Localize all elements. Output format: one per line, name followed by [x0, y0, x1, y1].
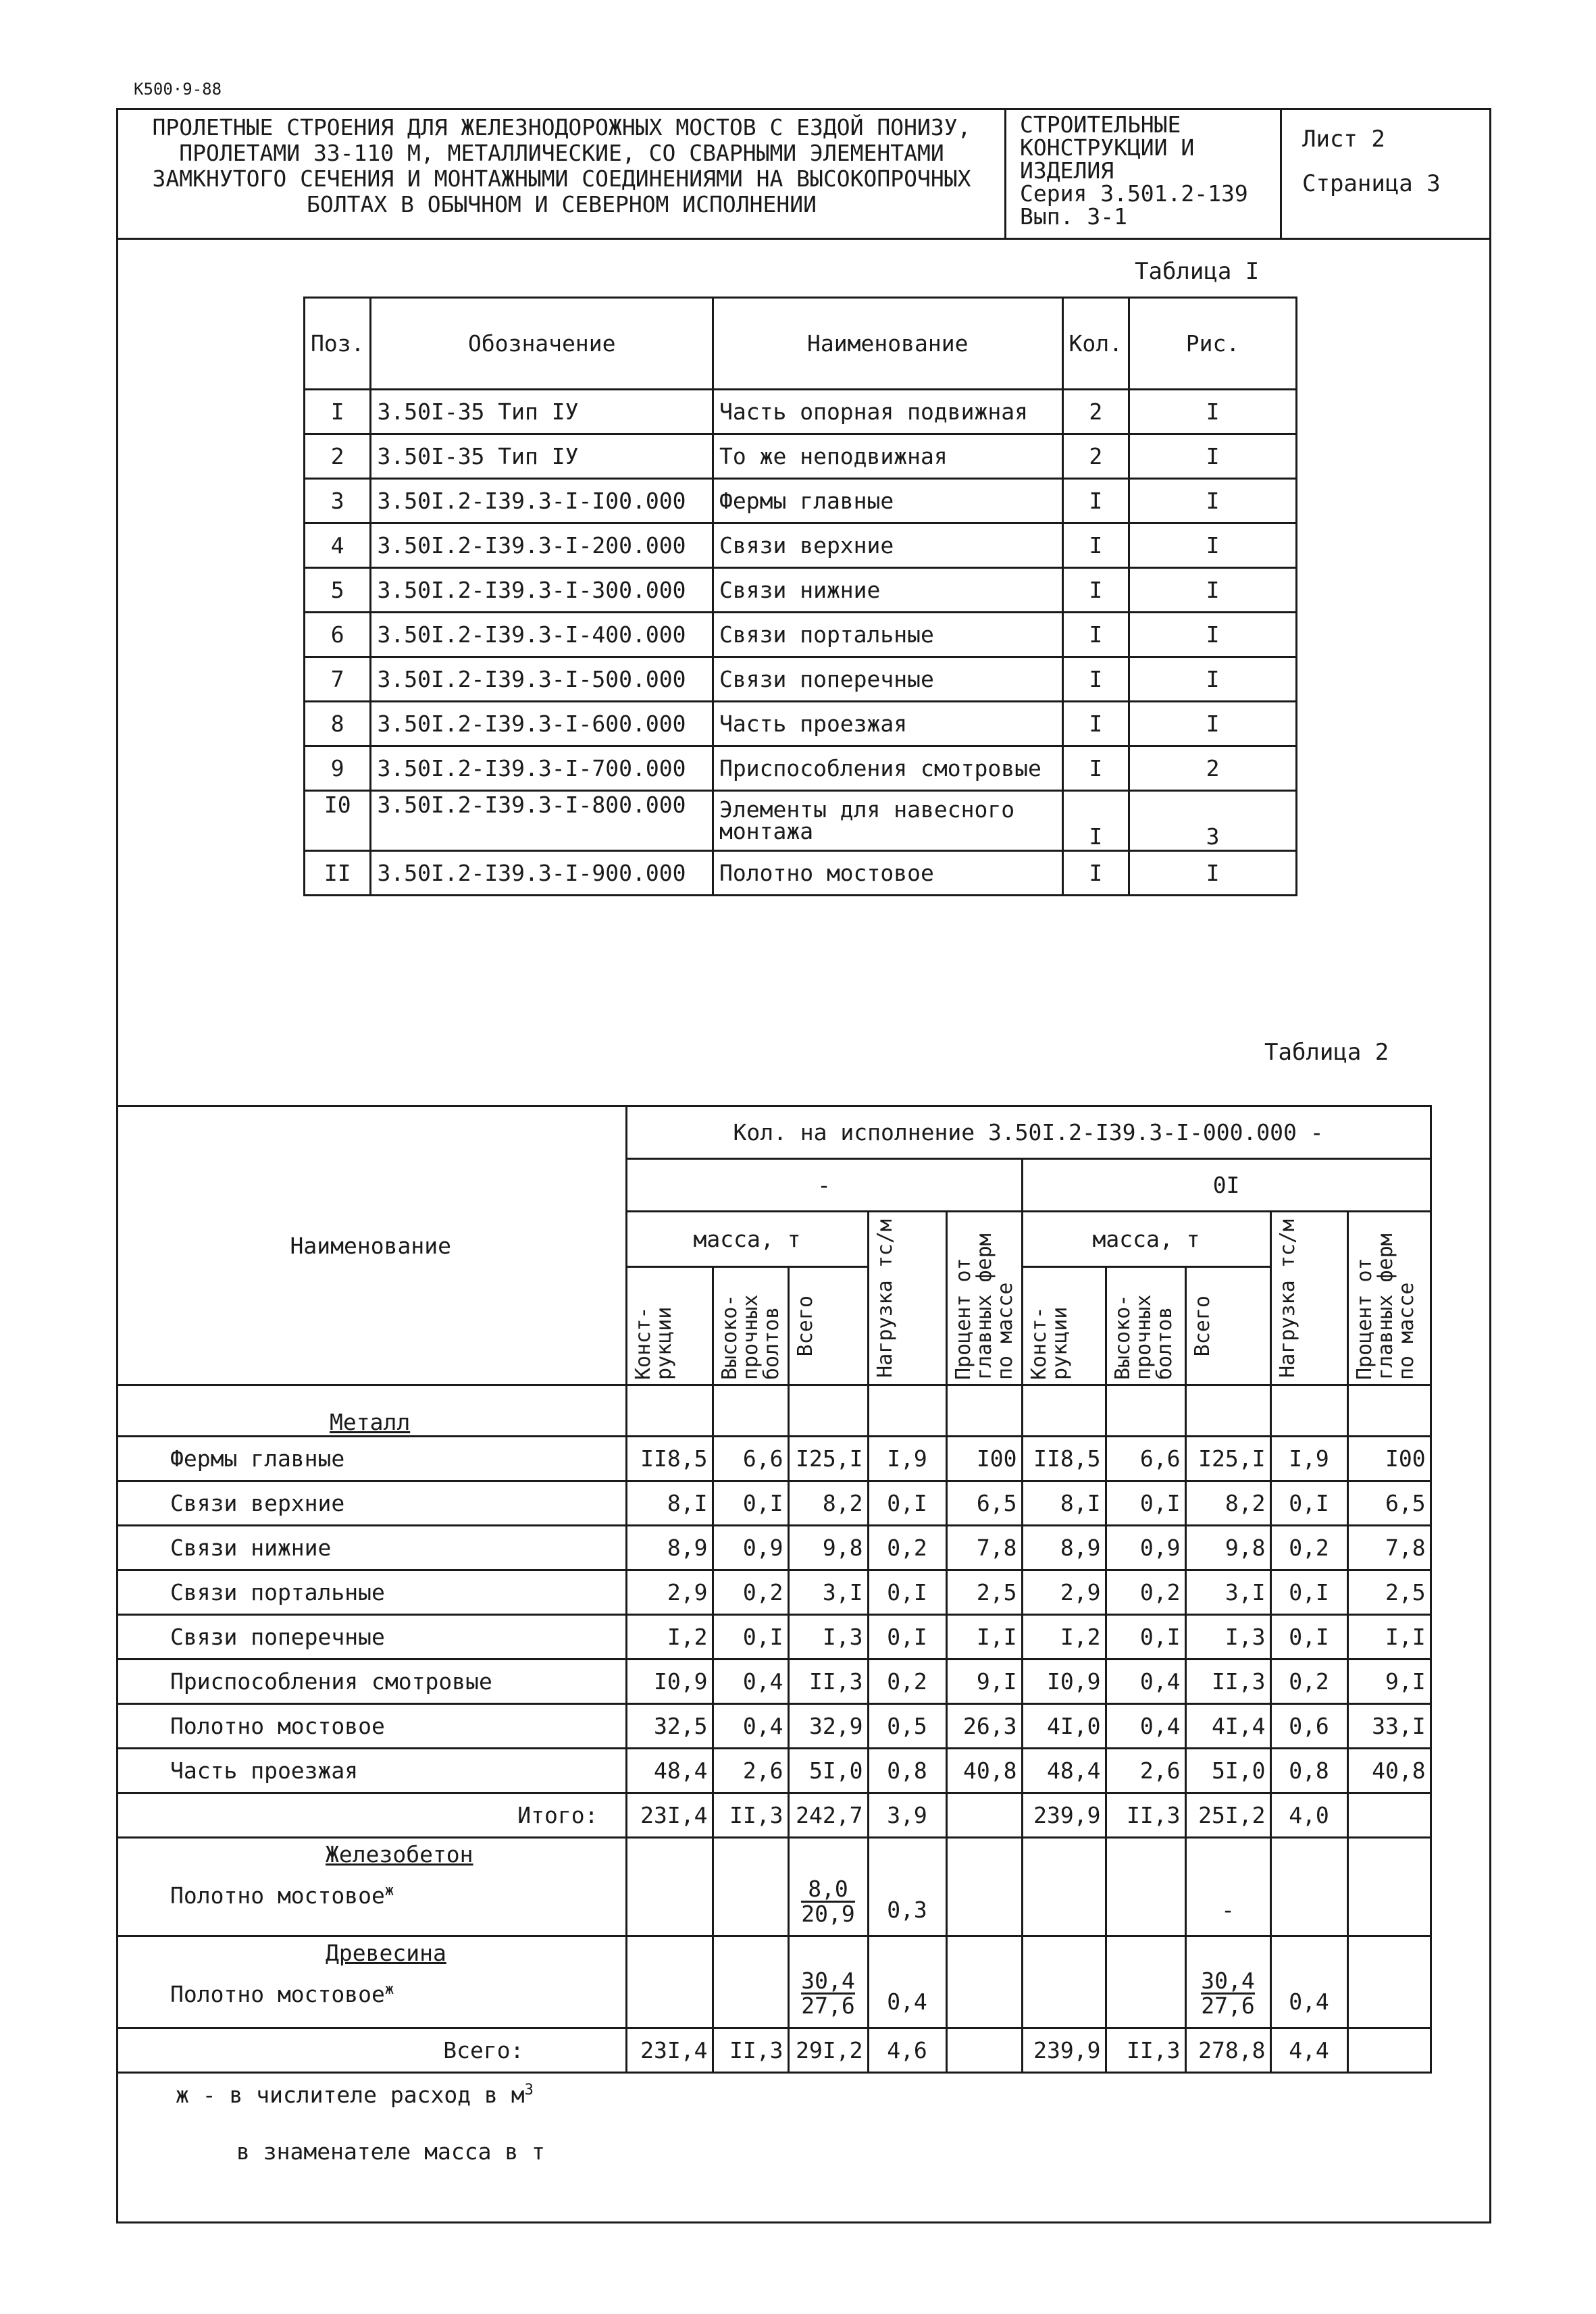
table2-cell: 9,I	[1347, 1660, 1431, 1704]
table1-cell-name: Связи нижние	[713, 568, 1063, 613]
table2-cell: 2,9	[1022, 1570, 1106, 1615]
table2-cell: I,I	[1347, 1615, 1431, 1660]
table1-cell-pos: 5	[305, 568, 371, 613]
concrete-fraction-a	[788, 1838, 868, 1936]
table2-row-name: Связи поперечные	[116, 1615, 626, 1660]
footnote-line-2: в знаменателе масса в т	[236, 2138, 545, 2165]
table2-cell: 8,2	[788, 1481, 868, 1526]
table2-total-header-a	[788, 1267, 868, 1385]
cell: II,3	[1106, 1793, 1185, 1838]
fraction-numerator: 30,4	[1201, 1968, 1255, 1994]
table2-load-header-b	[1270, 1212, 1347, 1385]
cell: 239,9	[1022, 2028, 1106, 2073]
section-wood: Древесина	[326, 1940, 446, 1966]
cell	[946, 2028, 1022, 2073]
footnote-line-1	[176, 2082, 534, 2108]
table2-cell: 0,9	[713, 1526, 788, 1570]
table2-cell: 0,9	[1106, 1526, 1185, 1570]
table2-cell: I25,I	[1185, 1437, 1270, 1481]
cell: II,3	[1106, 2028, 1185, 2073]
wood-item-name: Полотно мостовое	[170, 1981, 385, 2007]
table1-row	[305, 702, 1297, 746]
load-header-text: Нагрузка тс/м	[1275, 1218, 1299, 1378]
table1-cell-pos: 6	[305, 613, 371, 657]
footnote-mark: ж	[384, 1882, 394, 1899]
document-code: К500·9-88	[134, 80, 222, 99]
table1-cell-qty: I	[1062, 851, 1129, 896]
table2-cell: 32,9	[788, 1704, 868, 1749]
table1-cell-qty: I	[1062, 479, 1129, 523]
table2-cell: 0,4	[1106, 1704, 1185, 1749]
cell	[1347, 1385, 1431, 1437]
constr-header-text: Конст-рукции	[1027, 1306, 1072, 1380]
table2-cell: I,9	[1270, 1437, 1347, 1481]
table2-cell: 0,I	[868, 1570, 946, 1615]
wood-load-a: 0,4	[868, 1936, 946, 2028]
table1-cell-name: Приспособления смотровые	[713, 746, 1063, 791]
concrete-item	[170, 1882, 621, 1909]
table2-cell: 0,5	[868, 1704, 946, 1749]
total-label: Всего:	[116, 2028, 626, 2073]
table2-constr-header-a	[626, 1267, 713, 1385]
table2-row	[116, 1660, 1431, 1704]
footnote-mark: ж	[384, 1981, 394, 1998]
cell	[1022, 1838, 1106, 1936]
table2-cell: 0,4	[713, 1704, 788, 1749]
table2-cell: 6,5	[1347, 1481, 1431, 1526]
table1-cell-name: То же неподвижная	[713, 434, 1063, 479]
table1-row	[305, 851, 1297, 896]
table2-variant-a: -	[626, 1159, 1022, 1212]
table1-cell-code: 3.50I-35 Тип IУ	[371, 434, 713, 479]
total-header-text: Всего	[793, 1295, 817, 1357]
table1-cell-pos: 4	[305, 523, 371, 568]
cell	[946, 1385, 1022, 1437]
table2-cell: I,I	[946, 1615, 1022, 1660]
table1-row	[305, 657, 1297, 702]
concrete-row-label	[116, 1838, 626, 1936]
table2	[116, 1105, 1432, 2074]
table2-cell: 0,2	[1106, 1570, 1185, 1615]
table2-cell: II8,5	[626, 1437, 713, 1481]
page-number: Страница 3	[1302, 170, 1441, 197]
table1-header-name: Наименование	[713, 298, 1063, 390]
subtotal-label: Итого:	[116, 1793, 626, 1838]
table1-cell-qty: 2	[1062, 390, 1129, 434]
fraction-numerator: 8,0	[801, 1878, 854, 1903]
table2-group-header: Кол. на исполнение 3.50I.2-I39.3-I-000.000 -	[626, 1106, 1431, 1159]
footnote-superscript: 3	[524, 2082, 534, 2099]
table2-cell: 0,2	[1270, 1660, 1347, 1704]
table1-header-pos: Поз.	[305, 298, 371, 390]
table2-concrete-row	[116, 1838, 1431, 1936]
table1-cell-qty: I	[1062, 657, 1129, 702]
cell: 4,4	[1270, 2028, 1347, 2073]
table1-cell-name: Связи портальные	[713, 613, 1063, 657]
table2-row	[116, 1481, 1431, 1526]
table2-cell: I25,I	[788, 1437, 868, 1481]
table1-cell-name: Связи поперечные	[713, 657, 1063, 702]
table1-row	[305, 523, 1297, 568]
table2-row	[116, 1704, 1431, 1749]
table2-cell: 0,4	[1106, 1660, 1185, 1704]
concrete-item-name: Полотно мостовое	[170, 1882, 385, 1909]
percent-header-text: Процент от главных ферм по массе	[1352, 1233, 1418, 1380]
table2-cell: 32,5	[626, 1704, 713, 1749]
issue-label: Вып. 3-1	[1020, 203, 1127, 230]
category-line-3: ИЗДЕЛИЯ	[1020, 157, 1114, 184]
cell: 4,0	[1270, 1793, 1347, 1838]
table2-cell: 7,8	[1347, 1526, 1431, 1570]
table2-constr-header-b	[1022, 1267, 1106, 1385]
cell: II,3	[713, 2028, 788, 2073]
table2-cell: 6,5	[946, 1481, 1022, 1526]
table2-cell: 4I,0	[1022, 1704, 1106, 1749]
table2-variant-b: 0I	[1022, 1159, 1431, 1212]
cell	[1106, 1838, 1185, 1936]
table2-percent-header-a	[946, 1212, 1022, 1385]
cell: II,3	[713, 1793, 788, 1838]
table2-cell: 0,I	[1106, 1615, 1185, 1660]
table2-header-name: Наименование	[116, 1106, 626, 1385]
table1-row	[305, 390, 1297, 434]
table2-cell: 9,8	[1185, 1526, 1270, 1570]
table2-mass-header-b: масса, т	[1022, 1212, 1270, 1267]
wood-row-label	[116, 1936, 626, 2028]
table1-header-code: Обозначение	[371, 298, 713, 390]
percent-header-text: Процент от главных ферм по массе	[951, 1233, 1017, 1380]
table1-cell-fig: 2	[1129, 746, 1297, 791]
cell	[946, 1838, 1022, 1936]
table2-cell: 33,I	[1347, 1704, 1431, 1749]
table2-row	[116, 1570, 1431, 1615]
table2-cell: II8,5	[1022, 1437, 1106, 1481]
table1-cell-qty: I	[1062, 791, 1129, 851]
table2-cell: 0,8	[1270, 1749, 1347, 1793]
table2-cell: 8,9	[626, 1526, 713, 1570]
table2-row	[116, 1615, 1431, 1660]
table1-row	[305, 568, 1297, 613]
table1-header-qty: Кол.	[1062, 298, 1129, 390]
table2-bolts-header-b	[1106, 1267, 1185, 1385]
table2-cell: 0,I	[1270, 1570, 1347, 1615]
cell	[868, 1385, 946, 1437]
table1-row	[305, 479, 1297, 523]
table2-percent-header-b	[1347, 1212, 1431, 1385]
table2-cell: I,2	[1022, 1615, 1106, 1660]
table2-cell: 2,6	[1106, 1749, 1185, 1793]
cell	[946, 1793, 1022, 1838]
table1-cell-code: 3.50I.2-I39.3-I-900.000	[371, 851, 713, 896]
total-header-text: Всего	[1190, 1295, 1214, 1357]
header-separator-1	[1004, 108, 1006, 239]
table2-cell: I,2	[626, 1615, 713, 1660]
table2-cell: 2,6	[713, 1749, 788, 1793]
table2-section-metal-row	[116, 1385, 1431, 1437]
table1-cell-pos: 7	[305, 657, 371, 702]
fraction-denominator: 27,6	[801, 1992, 855, 2019]
wood-item	[170, 1981, 621, 2007]
document-title: ПРОЛЕТНЫЕ СТРОЕНИЯ ДЛЯ ЖЕЛЕЗНОДОРОЖНЫХ МОСТОВ С ЕЗДОЙ ПОНИЗУ, ПРОЛЕТАМИ 33-110 М, МЕТАЛЛИЧЕСКИЕ, СО СВАРНЫМИ ЭЛЕМЕНТАМИ ЗАМКНУТОГО СЕЧЕНИЯ И МОНТАЖНЫМИ СОЕДИНЕНИЯМИ НА ВЫСОКОПРОЧНЫХ БОЛТАХ В ОБЫЧНОМ И СЕВЕРНОМ ИСПОЛНЕНИИ	[152, 114, 971, 217]
header-divider	[116, 238, 1491, 240]
table2-cell: 40,8	[1347, 1749, 1431, 1793]
table1-header-fig: Рис.	[1129, 298, 1297, 390]
table2-row	[116, 1749, 1431, 1793]
table2-cell: 2,5	[1347, 1570, 1431, 1615]
table1-cell-qty: I	[1062, 702, 1129, 746]
table2-cell: 8,I	[1022, 1481, 1106, 1526]
table1-cell-fig: I	[1129, 657, 1297, 702]
table1-cell-code: 3.50I.2-I39.3-I-I00.000	[371, 479, 713, 523]
table2-cell: 5I,0	[788, 1749, 868, 1793]
table2-row-name: Связи верхние	[116, 1481, 626, 1526]
table2-cell: I,9	[868, 1437, 946, 1481]
table2-row	[116, 1437, 1431, 1481]
table2-cell: 8,I	[626, 1481, 713, 1526]
table1-cell-fig: I	[1129, 479, 1297, 523]
table2-caption: Таблица 2	[1264, 1039, 1389, 1066]
table1-cell-name: Фермы главные	[713, 479, 1063, 523]
table1-row	[305, 791, 1297, 851]
table2-cell: 0,I	[1270, 1481, 1347, 1526]
table1-cell-qty: I	[1062, 613, 1129, 657]
table2-cell: I,3	[1185, 1615, 1270, 1660]
table2-cell: 5I,0	[1185, 1749, 1270, 1793]
table1	[303, 297, 1297, 896]
header-classification	[1020, 113, 1248, 228]
table2-cell: 6,6	[1106, 1437, 1185, 1481]
table1-cell-pos: I0	[305, 791, 371, 851]
table2-row	[116, 1526, 1431, 1570]
bolts-header-text: Высоко-прочных болтов	[1110, 1294, 1177, 1380]
sheet-number: Лист 2	[1302, 126, 1385, 153]
cell: 3,9	[868, 1793, 946, 1838]
table2-cell: 2,5	[946, 1570, 1022, 1615]
table1-header-row	[305, 298, 1297, 390]
table2-row-name: Связи портальные	[116, 1570, 626, 1615]
table1-row	[305, 613, 1297, 657]
table2-cell: 7,8	[946, 1526, 1022, 1570]
table2-cell: 0,2	[713, 1570, 788, 1615]
table1-cell-code: 3.50I.2-I39.3-I-400.000	[371, 613, 713, 657]
section-concrete: Железобетон	[326, 1841, 473, 1868]
table2-cell: 0,I	[868, 1615, 946, 1660]
section-metal-cell	[116, 1385, 626, 1437]
cell	[1270, 1838, 1347, 1936]
table1-row	[305, 746, 1297, 791]
cell	[1347, 1936, 1431, 2028]
table2-cell: 9,8	[788, 1526, 868, 1570]
table2-cell: 0,6	[1270, 1704, 1347, 1749]
cell: 242,7	[788, 1793, 868, 1838]
table1-cell-name: Часть проезжая	[713, 702, 1063, 746]
cell: 239,9	[1022, 1793, 1106, 1838]
table2-cell: 3,I	[788, 1570, 868, 1615]
concrete-dash-b: -	[1185, 1838, 1270, 1936]
table2-cell: 0,2	[1270, 1526, 1347, 1570]
cell	[1347, 1793, 1431, 1838]
table2-cell: 48,4	[626, 1749, 713, 1793]
table1-cell-fig: I	[1129, 613, 1297, 657]
category-line-1: СТРОИТЕЛЬНЫЕ	[1020, 111, 1181, 138]
cell: 4,6	[868, 2028, 946, 2073]
table1-cell-pos: 9	[305, 746, 371, 791]
cell	[1347, 1838, 1431, 1936]
wood-fraction-a	[788, 1936, 868, 2028]
table2-cell: 48,4	[1022, 1749, 1106, 1793]
cell: 23I,4	[626, 1793, 713, 1838]
table1-row	[305, 434, 1297, 479]
cell	[1022, 1385, 1106, 1437]
table1-cell-fig: 3	[1129, 791, 1297, 851]
table1-cell-name: Связи верхние	[713, 523, 1063, 568]
table1-cell-code: 3.50I-35 Тип IУ	[371, 390, 713, 434]
table2-cell: I0,9	[1022, 1660, 1106, 1704]
table2-cell: 0,2	[868, 1526, 946, 1570]
table2-cell: 0,2	[868, 1660, 946, 1704]
table1-cell-pos: 8	[305, 702, 371, 746]
table1-cell-code: 3.50I.2-I39.3-I-700.000	[371, 746, 713, 791]
table2-row-name: Полотно мостовое	[116, 1704, 626, 1749]
table2-row-name: Фермы главные	[116, 1437, 626, 1481]
wood-fraction-b	[1185, 1936, 1270, 2028]
table1-cell-code: 3.50I.2-I39.3-I-300.000	[371, 568, 713, 613]
header-separator-2	[1280, 108, 1282, 239]
table1-cell-name: Полотно мостовое	[713, 851, 1063, 896]
table1-cell-pos: I	[305, 390, 371, 434]
cell	[713, 1936, 788, 2028]
table2-subtotal-row	[116, 1793, 1431, 1838]
table2-cell: 0,I	[868, 1481, 946, 1526]
table2-cell: 40,8	[946, 1749, 1022, 1793]
table1-cell-fig: I	[1129, 568, 1297, 613]
cell	[1022, 1936, 1106, 2028]
table2-wood-row	[116, 1936, 1431, 2028]
cell	[1106, 1385, 1185, 1437]
section-metal: Металл	[330, 1409, 411, 1435]
table2-cell: I,3	[788, 1615, 868, 1660]
cell: 23I,4	[626, 2028, 713, 2073]
cell: 278,8	[1185, 2028, 1270, 2073]
table2-row-name: Часть проезжая	[116, 1749, 626, 1793]
concrete-load-a: 0,3	[868, 1838, 946, 1936]
bolts-header-text: Высоко-прочных болтов	[717, 1294, 783, 1380]
table2-cell: 0,I	[713, 1481, 788, 1526]
table1-cell-code: 3.50I.2-I39.3-I-500.000	[371, 657, 713, 702]
footnote-text: ж - в числителе расход в м	[176, 2082, 525, 2108]
table2-cell: 6,6	[713, 1437, 788, 1481]
table1-cell-pos: II	[305, 851, 371, 896]
load-header-text: Нагрузка тс/м	[873, 1218, 897, 1378]
cell: 25I,2	[1185, 1793, 1270, 1838]
table1-cell-fig: I	[1129, 390, 1297, 434]
table2-cell: 0,4	[713, 1660, 788, 1704]
table1-cell-qty: 2	[1062, 434, 1129, 479]
table2-cell: I00	[946, 1437, 1022, 1481]
fraction-denominator: 20,9	[801, 1901, 855, 1927]
table2-cell: 2,9	[626, 1570, 713, 1615]
table2-total-row	[116, 2028, 1431, 2073]
fraction-denominator: 27,6	[1201, 1992, 1255, 2019]
cell	[788, 1385, 868, 1437]
series-label: Серия 3.501.2-139	[1020, 180, 1248, 207]
table2-cell: 26,3	[946, 1704, 1022, 1749]
table1-cell-fig: I	[1129, 702, 1297, 746]
table1-cell-code: 3.50I.2-I39.3-I-200.000	[371, 523, 713, 568]
table1-cell-qty: I	[1062, 523, 1129, 568]
table1-cell-fig: I	[1129, 851, 1297, 896]
table2-cell: II,3	[1185, 1660, 1270, 1704]
cell	[1185, 1385, 1270, 1437]
table2-row-name: Приспособления смотровые	[116, 1660, 626, 1704]
constr-header-text: Конст-рукции	[631, 1306, 676, 1380]
table2-cell: 8,9	[1022, 1526, 1106, 1570]
table1-cell-pos: 2	[305, 434, 371, 479]
cell	[713, 1838, 788, 1936]
table2-bolts-header-a	[713, 1267, 788, 1385]
table1-cell-name: Элементы для навесного монтажа	[713, 791, 1063, 851]
cell: 29I,2	[788, 2028, 868, 2073]
table2-cell: I0,9	[626, 1660, 713, 1704]
table1-caption: Таблица I	[1135, 258, 1260, 285]
wood-load-b: 0,4	[1270, 1936, 1347, 2028]
table1-cell-pos: 3	[305, 479, 371, 523]
table2-cell: 8,2	[1185, 1481, 1270, 1526]
table1-cell-qty: I	[1062, 746, 1129, 791]
table1-cell-name: Часть опорная подвижная	[713, 390, 1063, 434]
table2-mass-header-a: масса, т	[626, 1212, 868, 1267]
cell	[626, 1385, 713, 1437]
table2-cell: 3,I	[1185, 1570, 1270, 1615]
table2-cell: 0,I	[713, 1615, 788, 1660]
cell	[713, 1385, 788, 1437]
table1-cell-qty: I	[1062, 568, 1129, 613]
table2-cell: 0,8	[868, 1749, 946, 1793]
cell	[1106, 1936, 1185, 2028]
cell	[1270, 1385, 1347, 1437]
table1-cell-code: 3.50I.2-I39.3-I-600.000	[371, 702, 713, 746]
table2-total-header-b	[1185, 1267, 1270, 1385]
table1-cell-fig: I	[1129, 523, 1297, 568]
table1-cell-code: 3.50I.2-I39.3-I-800.000	[371, 791, 713, 851]
table2-cell: 0,I	[1270, 1615, 1347, 1660]
cell	[626, 1838, 713, 1936]
category-line-2: КОНСТРУКЦИИ И	[1020, 134, 1195, 161]
fraction-numerator: 30,4	[801, 1968, 855, 1994]
table2-cell: 0,I	[1106, 1481, 1185, 1526]
table2-cell: I00	[1347, 1437, 1431, 1481]
table1-cell-fig: I	[1129, 434, 1297, 479]
table2-row-name: Связи нижние	[116, 1526, 626, 1570]
cell	[626, 1936, 713, 2028]
cell	[1347, 2028, 1431, 2073]
table2-load-header-a	[868, 1212, 946, 1385]
table2-cell: II,3	[788, 1660, 868, 1704]
table2-cell: 9,I	[946, 1660, 1022, 1704]
table2-cell: 4I,4	[1185, 1704, 1270, 1749]
cell	[946, 1936, 1022, 2028]
